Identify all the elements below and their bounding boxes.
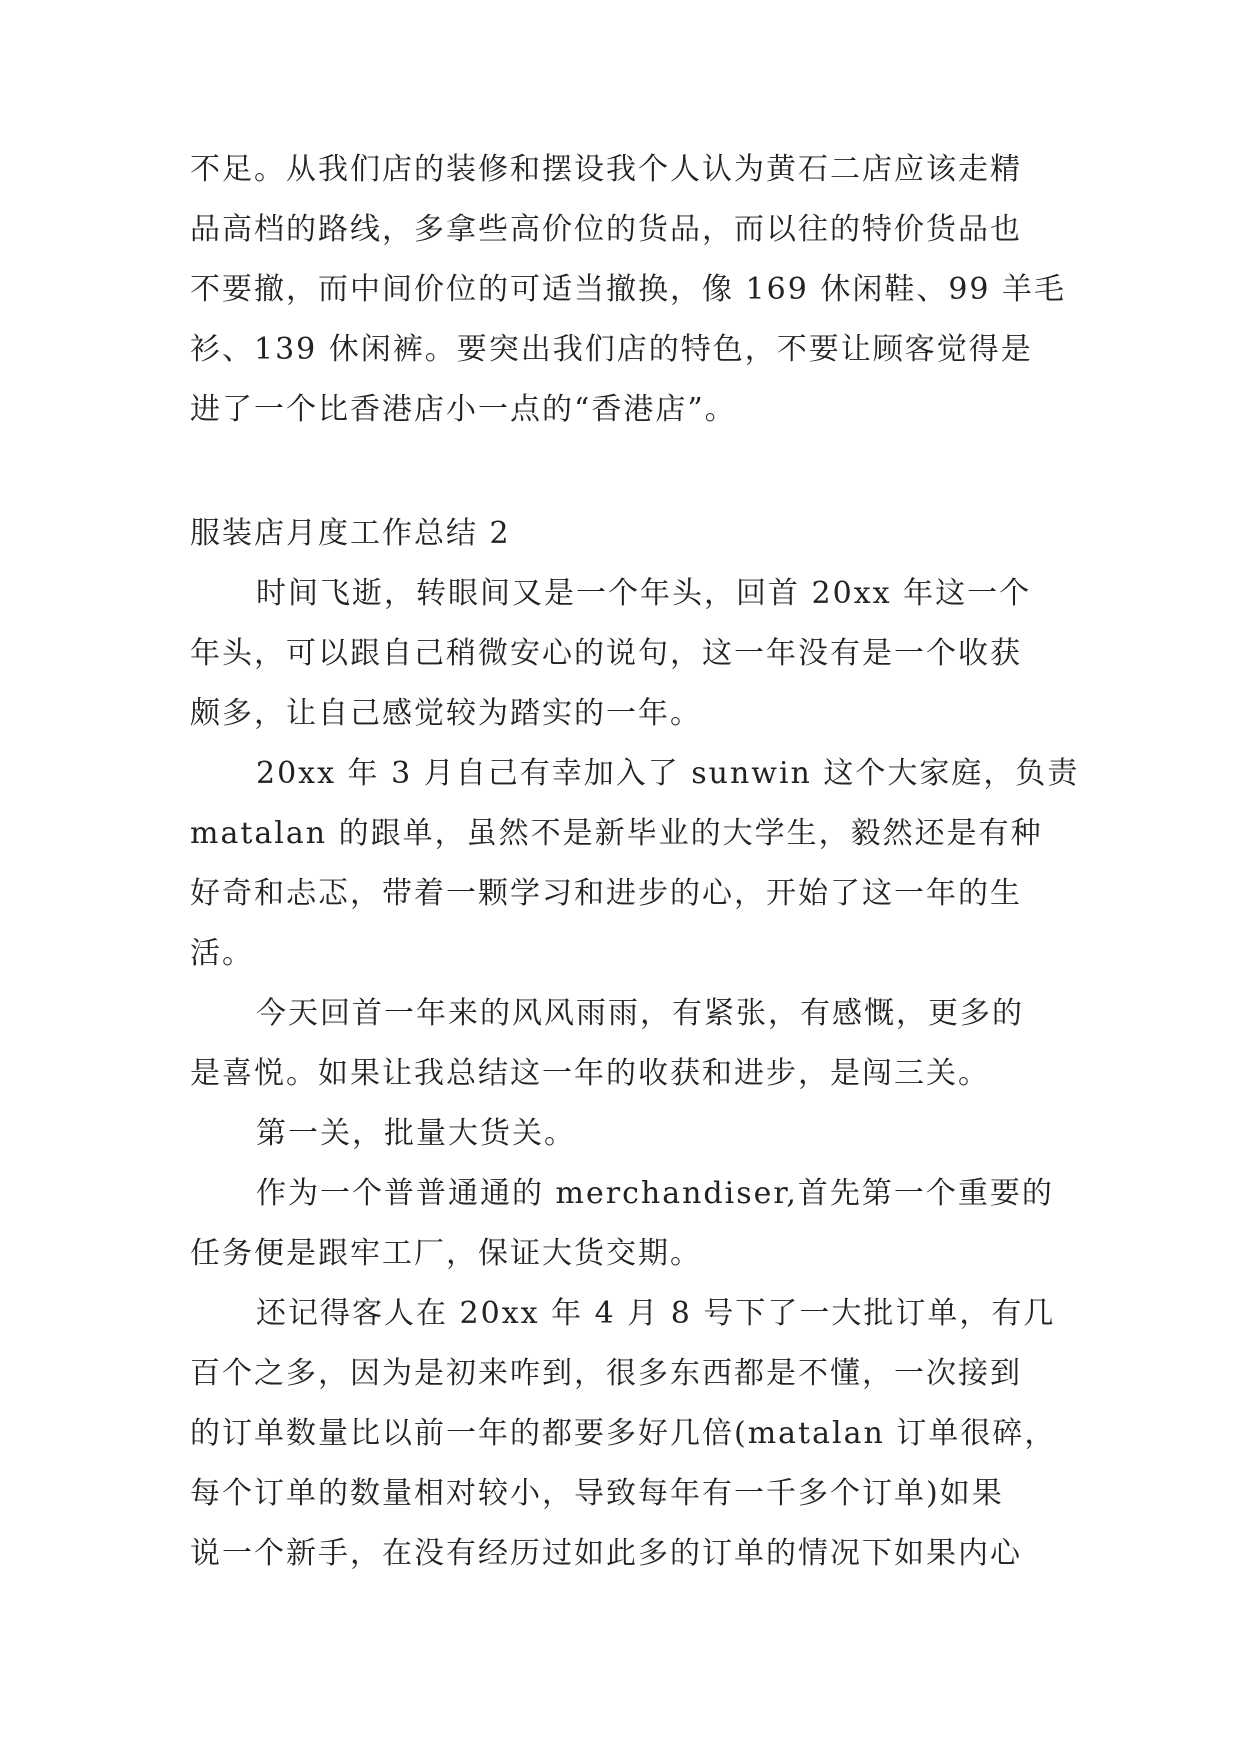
paragraph-line: 还记得客人在 20xx 年 4 月 8 号下了一大批订单，有几: [256, 1296, 1056, 1331]
paragraph-line: 活。: [190, 936, 254, 971]
paragraph-line: 好奇和忐忑，带着一颗学习和进步的心，开始了这一年的生: [190, 876, 1022, 911]
paragraph-line: 是喜悦。如果让我总结这一年的收获和进步，是闯三关。: [190, 1056, 990, 1091]
paragraph-line: 作为一个普普通通的 merchandiser,首先第一个重要的: [256, 1176, 1054, 1211]
paragraph-line: 不足。从我们店的装修和摆设我个人认为黄石二店应该走精: [190, 152, 1022, 187]
paragraph-line: 时间飞逝，转眼间又是一个年头，回首 20xx 年这一个: [256, 576, 1032, 611]
paragraph-line: 每个订单的数量相对较小，导致每年有一千多个订单)如果: [190, 1476, 1004, 1511]
paragraph-line: 年头，可以跟自己稍微安心的说句，这一年没有是一个收获: [190, 636, 1022, 671]
paragraph-line: 20xx 年 3 月自己有幸加入了 sunwin 这个大家庭，负责: [256, 756, 1080, 791]
paragraph-line: 进了一个比香港店小一点的“香港店”。: [190, 392, 737, 427]
paragraph-line: 品高档的路线，多拿些高价位的货品，而以往的特价货品也: [190, 212, 1022, 247]
paragraph-line: 说一个新手，在没有经历过如此多的订单的情况下如果内心: [190, 1536, 1022, 1571]
paragraph-line: 任务便是跟牢工厂，保证大货交期。: [190, 1236, 702, 1271]
paragraph-line: 今天回首一年来的风风雨雨，有紧张，有感慨，更多的: [256, 996, 1024, 1031]
paragraph-line: 百个之多，因为是初来咋到，很多东西都是不懂，一次接到: [190, 1356, 1022, 1391]
paragraph-line: 颇多，让自己感觉较为踏实的一年。: [190, 696, 702, 731]
paragraph-line: 第一关，批量大货关。: [256, 1116, 576, 1151]
paragraph-line: 不要撤，而中间价位的可适当撤换，像 169 休闲鞋、99 羊毛: [190, 272, 1067, 307]
paragraph-line: matalan 的跟单，虽然不是新毕业的大学生，毅然还是有种: [190, 816, 1043, 851]
paragraph-line: 衫、139 休闲裤。要突出我们店的特色，不要让顾客觉得是: [190, 332, 1033, 367]
section-heading: 服装店月度工作总结 2: [190, 516, 511, 551]
paragraph-line: 的订单数量比以前一年的都要多好几倍(matalan 订单很碎，: [190, 1416, 1057, 1451]
